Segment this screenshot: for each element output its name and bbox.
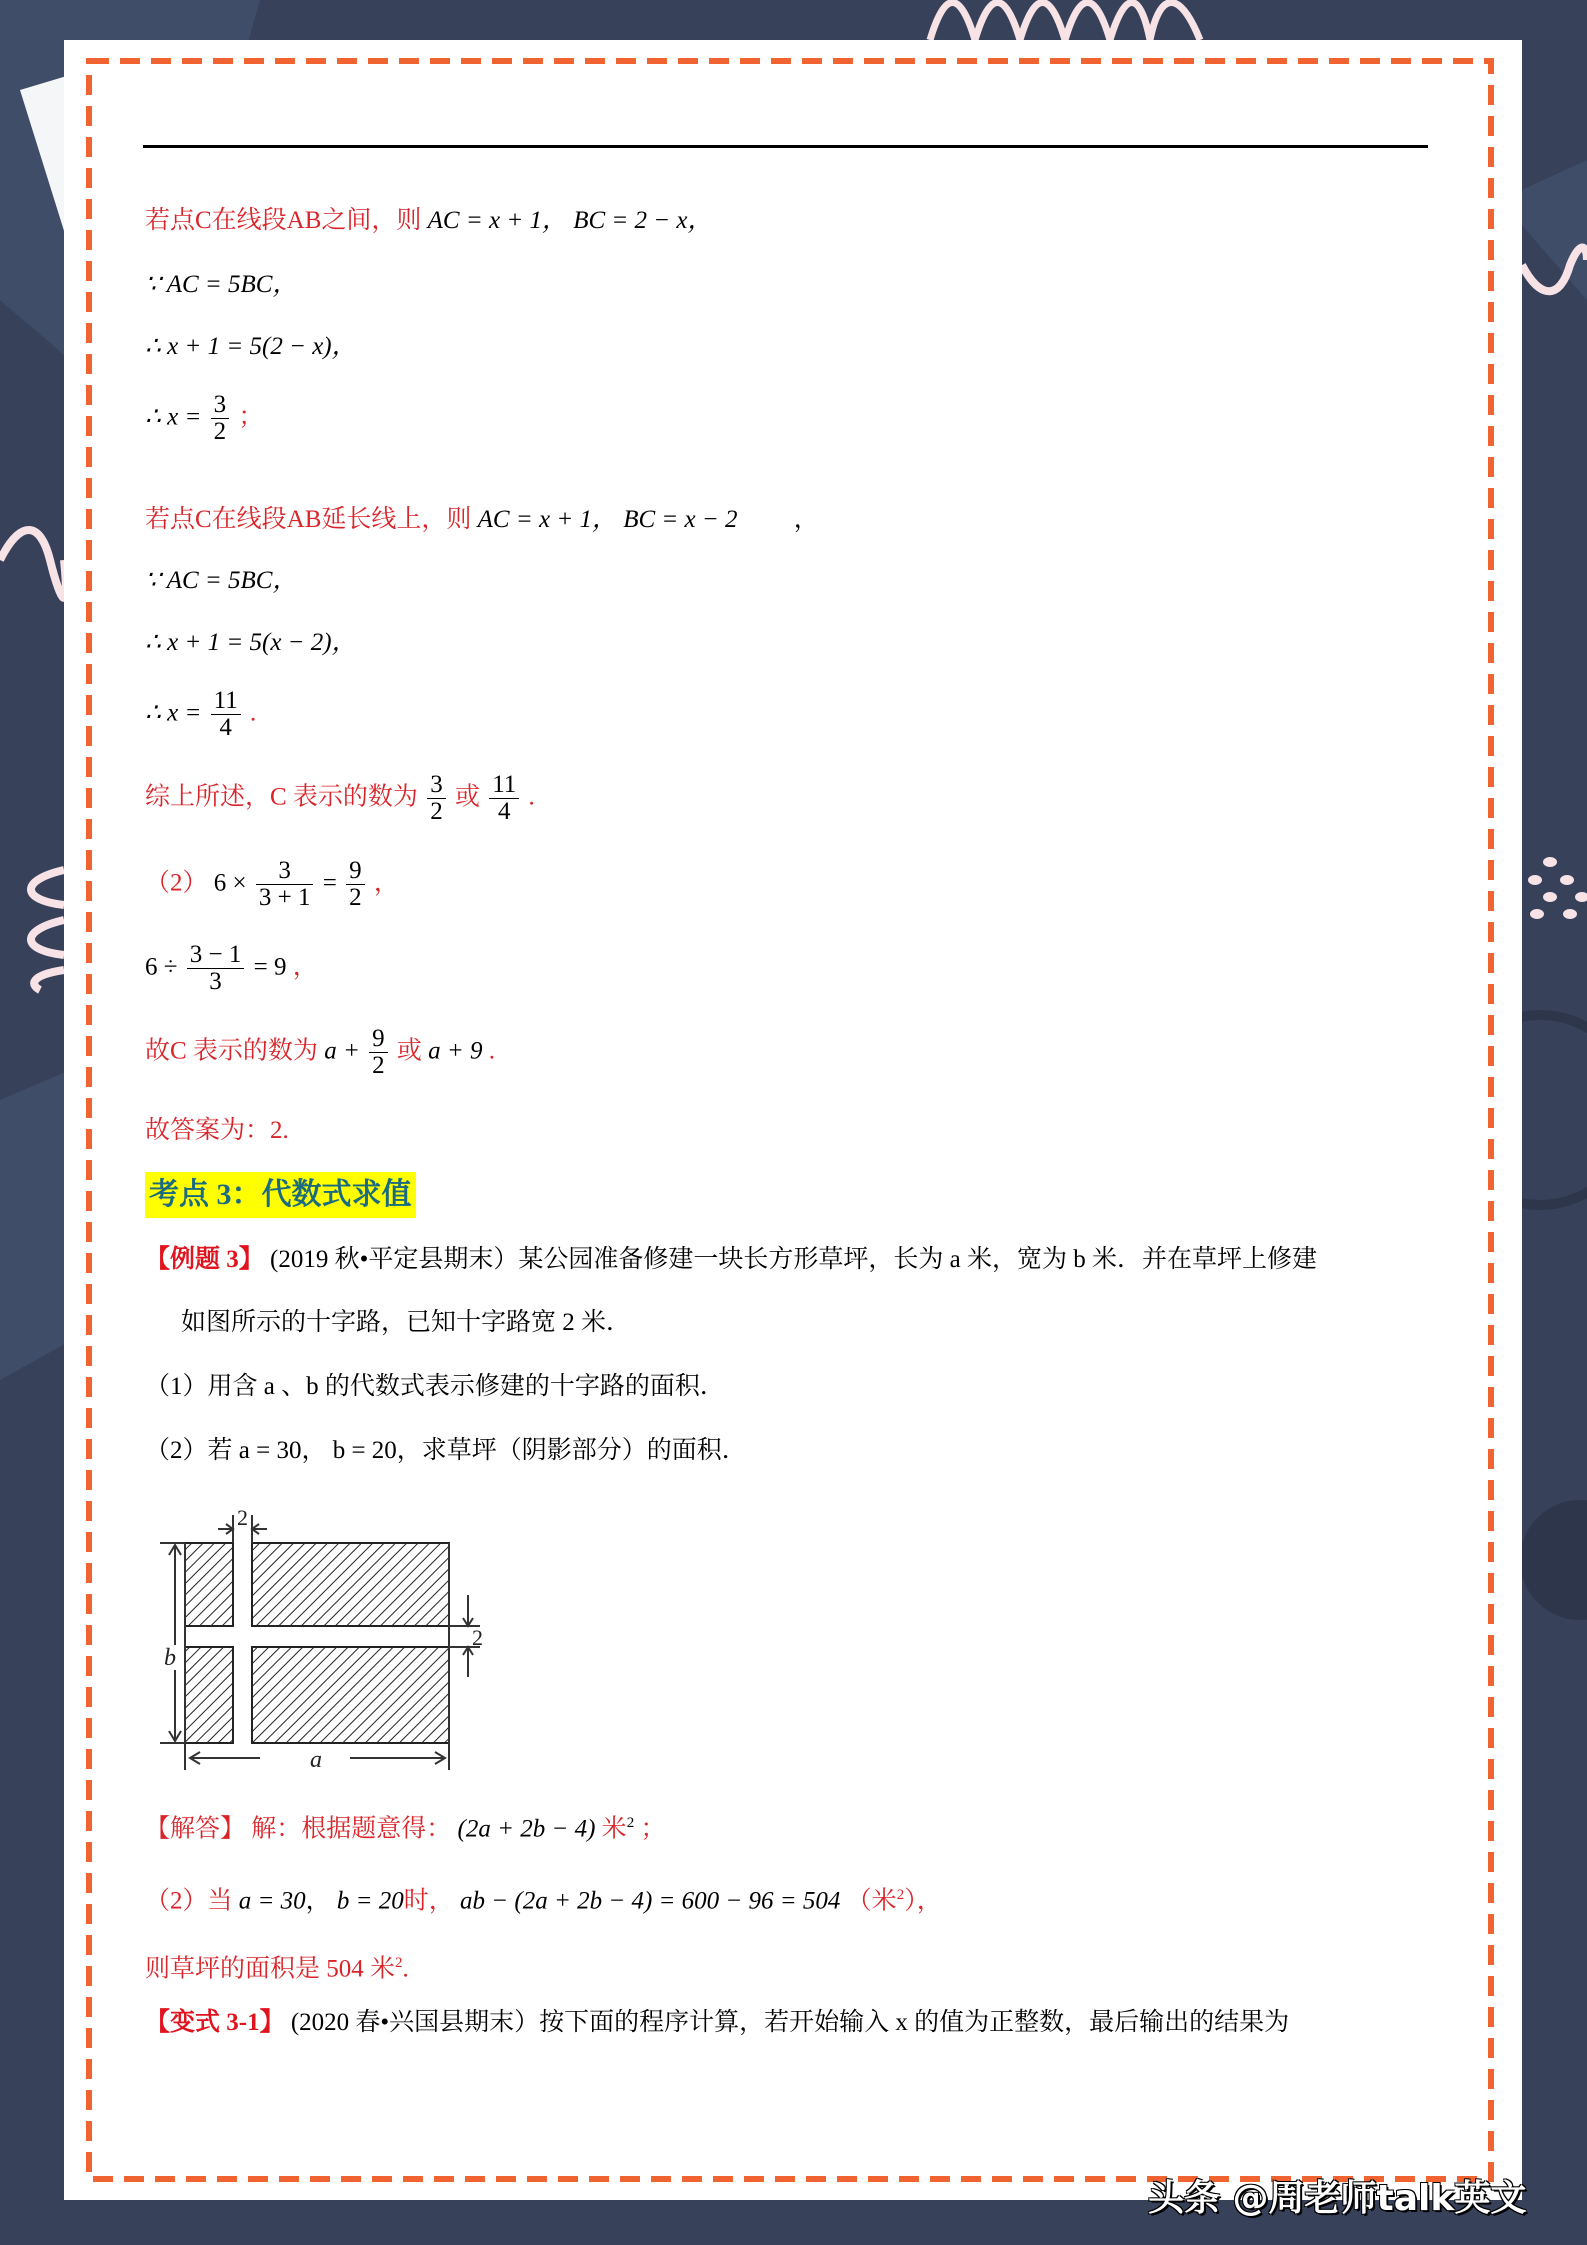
case2-intro-text: 若点C在线段AB延长线上，则 [145, 506, 472, 533]
solution3-line3-suffix: . [402, 1955, 409, 1983]
conclusion-or: 或 [396, 1037, 422, 1065]
label-length-a: a [310, 1747, 322, 1773]
superscript: 2 [626, 1815, 635, 1831]
summary-or: 或 [454, 783, 480, 811]
conclusion-a: a + [324, 1037, 360, 1065]
case1-intro-text: 若点C在线段AB之间，则 [145, 207, 422, 234]
final-answer: 故答案为：2. [145, 1117, 289, 1144]
example3-question2: （2）若 a = 30， b = 20，求草坪（阴影部分）的面积． [145, 1437, 747, 1464]
fraction-numerator: 3 [211, 392, 230, 419]
case1-intro-math: AC = x + 1， BC = 2 − x， [427, 207, 713, 234]
solution3-line1-text: 解：根据题意得： [251, 1815, 452, 1843]
solution3-line1-suffix: ； [640, 1815, 666, 1843]
solution3-line2-label: （2）当 [145, 1887, 233, 1915]
part2-calc1 [145, 858, 399, 912]
case1-result-suffix: ； [238, 403, 264, 431]
fraction-numerator: 9 [346, 858, 365, 885]
calc1-equals: = [322, 869, 337, 897]
case2-result [145, 688, 256, 742]
bg-circle-solid [1520, 1500, 1587, 1620]
case1-result-fraction [211, 392, 230, 446]
dashed-frame-border [86, 58, 1496, 2184]
fraction-denominator: 2 [213, 418, 227, 446]
summary-suffix: . [528, 783, 535, 811]
solution3-b-value: b = 20 [336, 1887, 404, 1915]
watermark: 头条 @周老师talk英文 [1148, 2178, 1527, 2219]
case1-because: ∵ AC = 5BC， [145, 271, 298, 298]
fraction-numerator: 11 [489, 772, 519, 799]
solution3-line1-math: (2a + 2b − 4) [457, 1815, 596, 1843]
hatched-lawn-regions [185, 1543, 449, 1743]
solution3-line1-unit: 米 [601, 1815, 627, 1843]
summary-line [145, 772, 535, 826]
fraction-denominator: 2 [430, 798, 443, 826]
case2-because: ∵ AC = 5BC， [145, 567, 298, 594]
case2-result-prefix: ∴ x = [145, 699, 202, 727]
case1-result-prefix: ∴ x = [145, 403, 202, 431]
example3-line1 [145, 1245, 1317, 1275]
example3-line2: 如图所示的十字路，已知十字路宽 2 米． [181, 1309, 632, 1336]
conclusion-b: a + 9 [428, 1037, 483, 1065]
case2-intro-math: AC = x + 1， BC = x − 2 [477, 506, 738, 533]
solution3-line2-math: ab − (2a + 2b − 4) = 600 − 96 = 504 [460, 1887, 841, 1915]
solution-tag: 【解答】 [145, 1815, 246, 1843]
fraction-denominator: 3 + 1 [258, 884, 311, 912]
superscript: 2 [395, 1955, 403, 1971]
case2-therefore-equation: ∴ x + 1 = 5(x − 2)， [145, 629, 357, 656]
calc1-result-fraction [346, 858, 365, 912]
part2-conclusion [145, 1026, 495, 1080]
label-top-width: 2 [237, 1505, 248, 1530]
fraction-numerator: 11 [211, 688, 241, 715]
fraction-denominator: 4 [219, 714, 232, 742]
calc2-prefix: 6 ÷ [145, 953, 178, 981]
example3-text-line1: (2019 秋•平定县期末）某公园准备修建一块长方形草坪，长为 a 米，宽为 b 米．并在草坪上修建 [270, 1246, 1317, 1273]
solution3-line3-text: 则草坪的面积是 504 米 [145, 1955, 396, 1983]
dots-right [1528, 857, 1587, 919]
conclusion-prefix: 故C 表示的数为 [145, 1037, 318, 1065]
superscript: 2 [896, 1887, 905, 1903]
part2-label: （2） [145, 869, 208, 897]
case1-intro [145, 206, 712, 236]
case2-intro [145, 505, 819, 535]
solution3-comma: ， [305, 1887, 331, 1915]
solution3-line2-unit: （米 [846, 1887, 897, 1915]
spiral-left [31, 870, 64, 990]
calc2-equals: = 9 [253, 953, 287, 981]
fraction-denominator: 3 [209, 968, 222, 996]
label-right-width: 2 [472, 1625, 483, 1650]
fraction-denominator: 4 [497, 798, 511, 826]
solution3-line3 [145, 1948, 409, 1984]
squiggle-left [0, 530, 66, 598]
part2-calc2 [145, 942, 318, 996]
fraction-numerator: 3 [256, 858, 314, 885]
example3-question1: （1）用含 a 、b 的代数式表示修建的十字路的面积． [145, 1373, 725, 1400]
solution3-line2 [145, 1880, 942, 1916]
fraction-denominator: 2 [349, 884, 362, 912]
calc1-fraction [256, 858, 314, 912]
case1-therefore-equation: ∴ x + 1 = 5(2 − x)， [145, 333, 357, 360]
fraction-denominator: 2 [372, 1052, 385, 1080]
variant-tag: 【变式 3-1】 [145, 2009, 285, 2036]
calc2-suffix: ， [292, 953, 318, 981]
calc1-prefix: 6 × [213, 869, 247, 897]
solution3-a-value: a = 30 [238, 1887, 306, 1915]
squiggle-top [930, 3, 1200, 41]
conclusion-fraction [369, 1026, 388, 1080]
summary-prefix: 综上所述，C 表示的数为 [145, 783, 418, 811]
solution3-line1 [145, 1808, 665, 1844]
fraction-numerator: 3 − 1 [187, 942, 245, 969]
lawn-cross-road-diagram [150, 1505, 500, 1775]
label-height-b: b [164, 1645, 176, 1671]
summary-fraction-1 [427, 772, 446, 826]
conclusion-suffix: . [488, 1037, 495, 1065]
fraction-numerator: 9 [369, 1026, 388, 1053]
section-heading: 考点 3：代数式求值 [145, 1172, 416, 1218]
header-rule [143, 145, 1428, 148]
summary-fraction-2 [489, 772, 519, 826]
fraction-numerator: 3 [427, 772, 446, 799]
calc1-suffix: ， [373, 869, 399, 897]
example-tag: 【例题 3】 [145, 1246, 264, 1273]
case1-result [145, 392, 263, 446]
case2-result-suffix: . [249, 699, 257, 727]
variant3-1-text: (2020 春•兴国县期末）按下面的程序计算，若开始输入 x 的值为正整数，最后输出的结果为 [290, 2009, 1290, 2036]
variant3-1-line [145, 2008, 1289, 2038]
case2-intro-comma: ， [793, 506, 819, 533]
case2-result-fraction [211, 688, 241, 742]
calc2-fraction [187, 942, 245, 996]
solution3-line2-suffix: ）， [904, 1887, 942, 1915]
solution3-when: 时， [403, 1887, 454, 1915]
